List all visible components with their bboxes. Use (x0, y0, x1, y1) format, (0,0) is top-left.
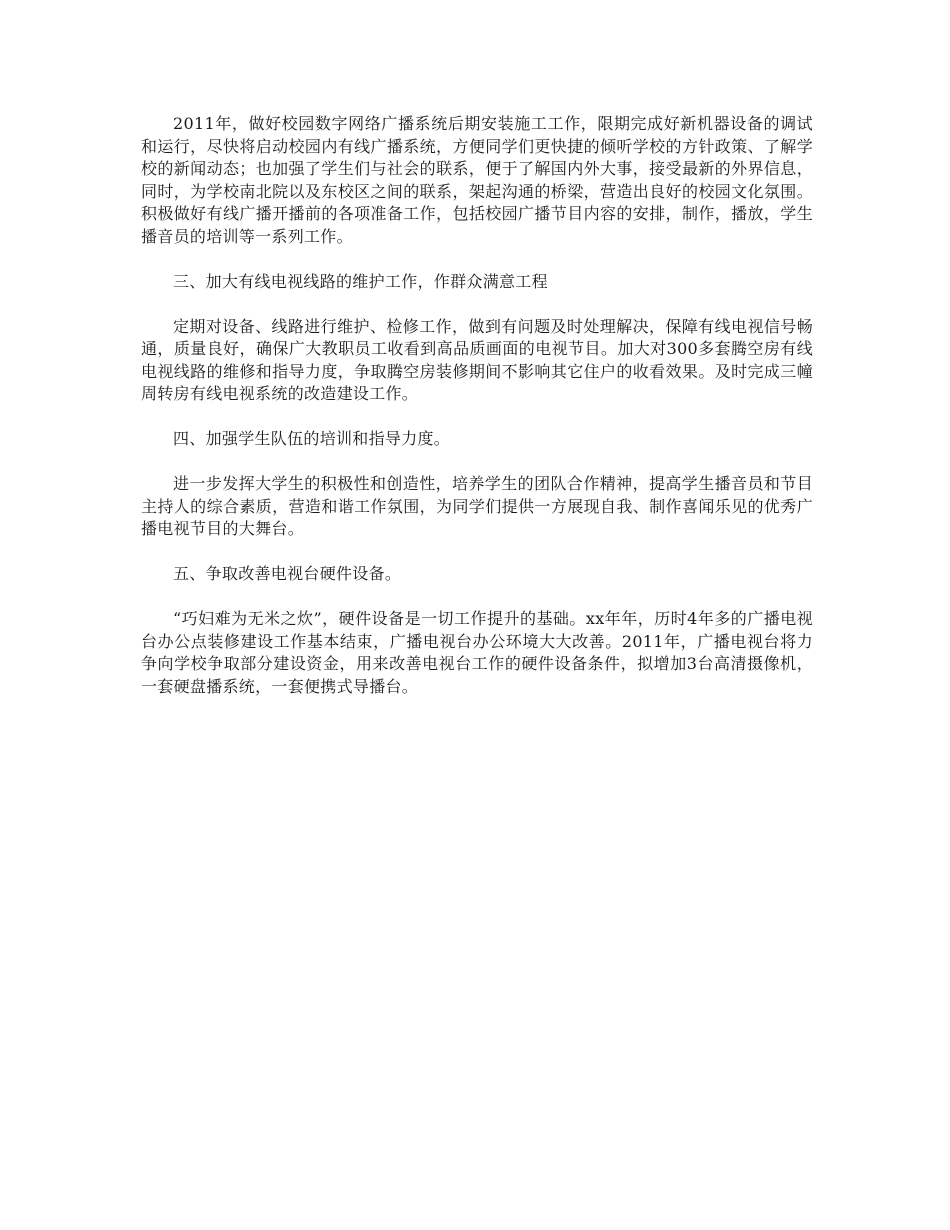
paragraph-hardware-equipment: “巧妇难为无米之炊”，硬件设备是一切工作提升的基础。xx年年，历时4年多的广播电视台办公点装修建设工作基本结束，广播电视台办公环境大大改善。2011年，广播电视台将力争向学校争取部分建设资金，用来改善电视台工作的硬件设备条件，拟增加3台高清摄像机，一套硬盘播系统，一套便携式导播台。 (141, 609, 813, 696)
paragraph-broadcast-system: 2011年，做好校园数字网络广播系统后期安装施工工作，限期完成好新机器设备的调试和运行，尽快将启动校园内有线广播系统，方便同学们更快捷的倾听学校的方针政策、了解学校的新闻动态；也加强了学生们与社会的联系，便于了解国内外大事，接受最新的外界信息，同时，为学校南北院以及东校区之间的联系，架起沟通的桥梁，营造出良好的校园文化氛围。积极做好有线广播开播前的各项准备工作，包括校园广播节目内容的安排，制作，播放，学生播音员的培训等一系列工作。 (141, 114, 813, 246)
document-body (141, 113, 813, 721)
paragraph-cable-tv-maintenance: 定期对设备、线路进行维护、检修工作，做到有问题及时处理解决，保障有线电视信号畅通，质量良好，确保广大教职员工收看到高品质画面的电视节目。加大对300多套腾空房有线电视线路的维修和指导力度，争取腾空房装修期间不影响其它住户的收看效果。及时完成三幢周转房有线电视系统的改造建设工作。 (141, 316, 813, 403)
section-heading-4: 四、加强学生队伍的培训和指导力度。 (173, 429, 451, 448)
section-heading-3: 三、加大有线电视线路的维护工作，作群众满意工程 (173, 271, 548, 291)
paragraph-student-training: 进一步发挥大学生的积极性和创造性，培养学生的团队合作精神，提高学生播音员和节目主持人的综合素质，营造和谐工作氛围，为同学们提供一方展现自我、制作喜闻乐见的优秀广播电视节目的大舞台。 (141, 474, 813, 538)
section-heading-5: 五、争取改善电视台硬件设备。 (173, 564, 402, 583)
